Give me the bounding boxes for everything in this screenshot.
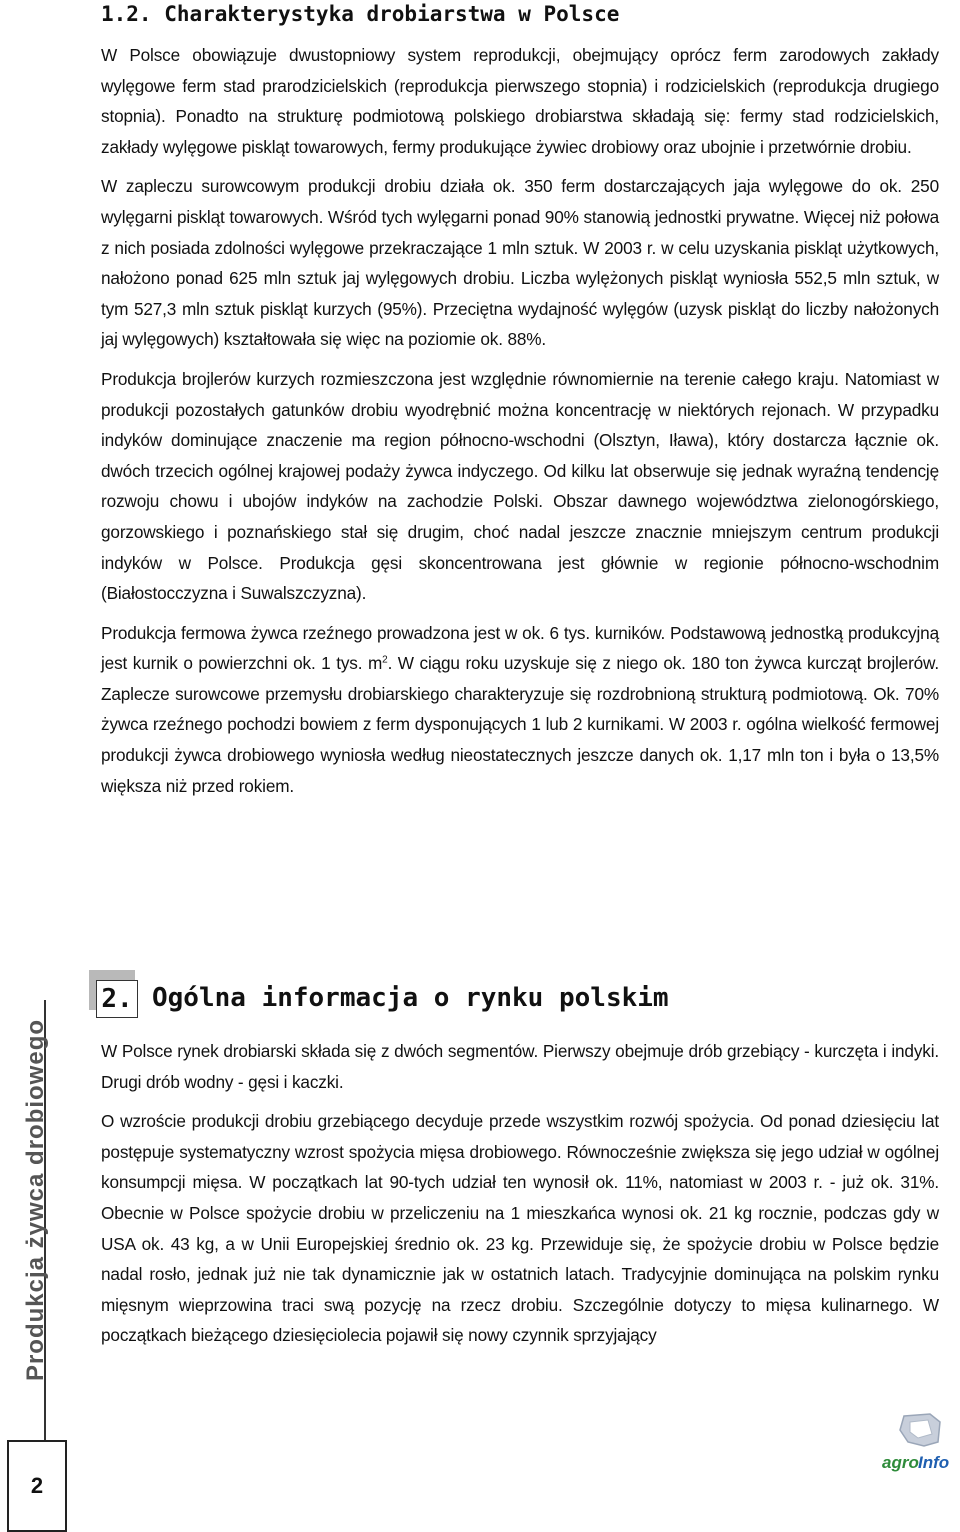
paragraph-text: . W ciągu roku uzyskuje się z niego ok. 180 ton żywca kurcząt brojlerów. Zaplecze surowcowe przemysłu drobiarskiego charakteryzuje się rozdrobnioną strukturą podmiotową. Ok. 70% żywca rzeźnego pochodzi bowiem z ferm dysponujących 1 lub 2 kurnikami. W 2003 r. ogólna wielkość fermowej produkcji żywca drobiowego wyniosła według nieostatecznych jeszcze danych ok. 1,17 mln ton i była o 13,5% większa niż przed rokiem. [101,653,939,796]
paragraph: Produkcja brojlerów kurzych rozmieszczona jest względnie równomiernie na terenie całego kraju. Natomiast w produkcji pozostałych gatunków drobiu wyodrębnić można koncentrację w niektórych rejonach. W przypadku indyków dominujące znaczenie ma region północno-wschodni (Olsztyn, Iława), który dostarcza łącznie ok. dwóch trzecich ogólnej krajowej podaży żywca indyczego. Od kilku lat obserwuje się jednak wyraźną tendencję rozwoju chowu i ubojów indyków na zachodzie Polski. Obszar dawnego województwa zielonogórskiego, gorzowskiego i poznańskiego stał się drugim, choć nadal jeszcze znacznie mniejszym centrum produkcji indyków w Polsce. Produkcja gęsi skoncentrowana jest głównie w regionie północno-wschodnim (Białostocczyzna i Suwalszczyzna). [101,368,939,604]
section-2-body [101,1036,939,1360]
logo-text-agro: agro [882,1453,919,1472]
paragraph: W Polsce rynek drobiarski składa się z dwóch segmentów. Pierwszy obejmuje drób grzebiący - kurczęta i indyki. Drugi drób wodny - gęsi i kaczki. [101,1041,939,1092]
section-number: 2. [96,980,138,1018]
page-number: 2 [7,1440,67,1532]
superscript: 2 [382,654,388,666]
paragraph: W zapleczu surowcowym produkcji drobiu działa ok. 350 ferm dostarczających jaja wylęgowe do ok. 250 wylęgarni piskląt towarowych. Wśród tych wylęgarni ponad 90% stanowią jednostki prywatne. Więcej niż połowa z nich posiada zdolności wylęgowe przekraczające 1 mln sztuk. W 2003 r. w celu uzyskania piskląt użytkowych, nałożono ponad 625 mln sztuk jaj wylęgowych drobiu. Liczba wylężonych piskląt wyniosła 552,5 mln sztuk, w tym 527,3 mln sztuk piskląt kurzych (95%). Przeciętna wydajność wylęgów (uzysk piskląt do liczby nałożonych jaj wylęgowych) kształtowała się więc na poziomie ok. 88%. [101,176,939,350]
section-2-heading: Ogólna informacja o rynku polskim [152,983,669,1013]
agroinfo-logo-icon [880,1412,956,1480]
paragraph: O wzroście produkcji drobiu grzebiącego decyduje przede wszystkim rozwój spożycia. Od ponad dziesięciu lat postępuje systematyczny wzrost spożycia mięsa drobiowego. Równocześnie zwiększa się jego udział w ogólnej konsumpcji mięsa. W początkach lat 90-tych udział ten wynosił ok. 11%, natomiast w 2003 r. - już ok. 31%. Obecnie w Polsce spożycie drobiu w przeliczeniu na 1 mieszkańca wynosi ok. 21 kg rocznie, podczas gdy w USA ok. 43 kg, a w Unii Europejskiej średnio ok. 23 kg. Przewiduje się, że spożycie drobiu w Polsce będzie nadal rosło, jednak już nie tak dynamicznie jak w ostatnich latach. Tradycyjnie dominująca na polskim rynku mięsnym wieprzowina traci swą pozycję na rzecz drobiu. Szczególnie dotyczy to mięsa kulinarnego. W początkach bieżącego dziesięciolecia pojawił się nowy czynnik sprzyjający [101,1111,939,1346]
paragraph [101,618,939,802]
section-1-body [101,40,939,810]
paragraph: W Polsce obowiązuje dwustopniowy system reprodukcji, obejmujący oprócz ferm zarodowych zakłady wylęgowe ferm stad prarodzicielskich (reprodukcja pierwszego stopnia) i rodzicielskich (reprodukcja drugiego stopnia). Ponadto na strukturę podmiotową polskiego drobiarstwa składają się: fermy stad rodzicielskich, zakłady wylęgowe piskląt towarowych, fermy produkujące żywiec drobiowy oraz ubojnie i przetwórnie drobiu. [101,45,939,157]
running-title: Produkcja żywca drobiowego [22,1018,49,1382]
logo-text-info: Info [918,1453,950,1472]
section-heading: 1.2. Charakterystyka drobiarstwa w Polsce [101,2,620,26]
paragraph-text: Produkcja fermowa żywca rzeźnego prowadzona jest w ok. 6 tys. kurników. Podstawową jednostką produkcyjną jest kurnik o powierzchni ok. 1 tys. m [101,622,939,674]
